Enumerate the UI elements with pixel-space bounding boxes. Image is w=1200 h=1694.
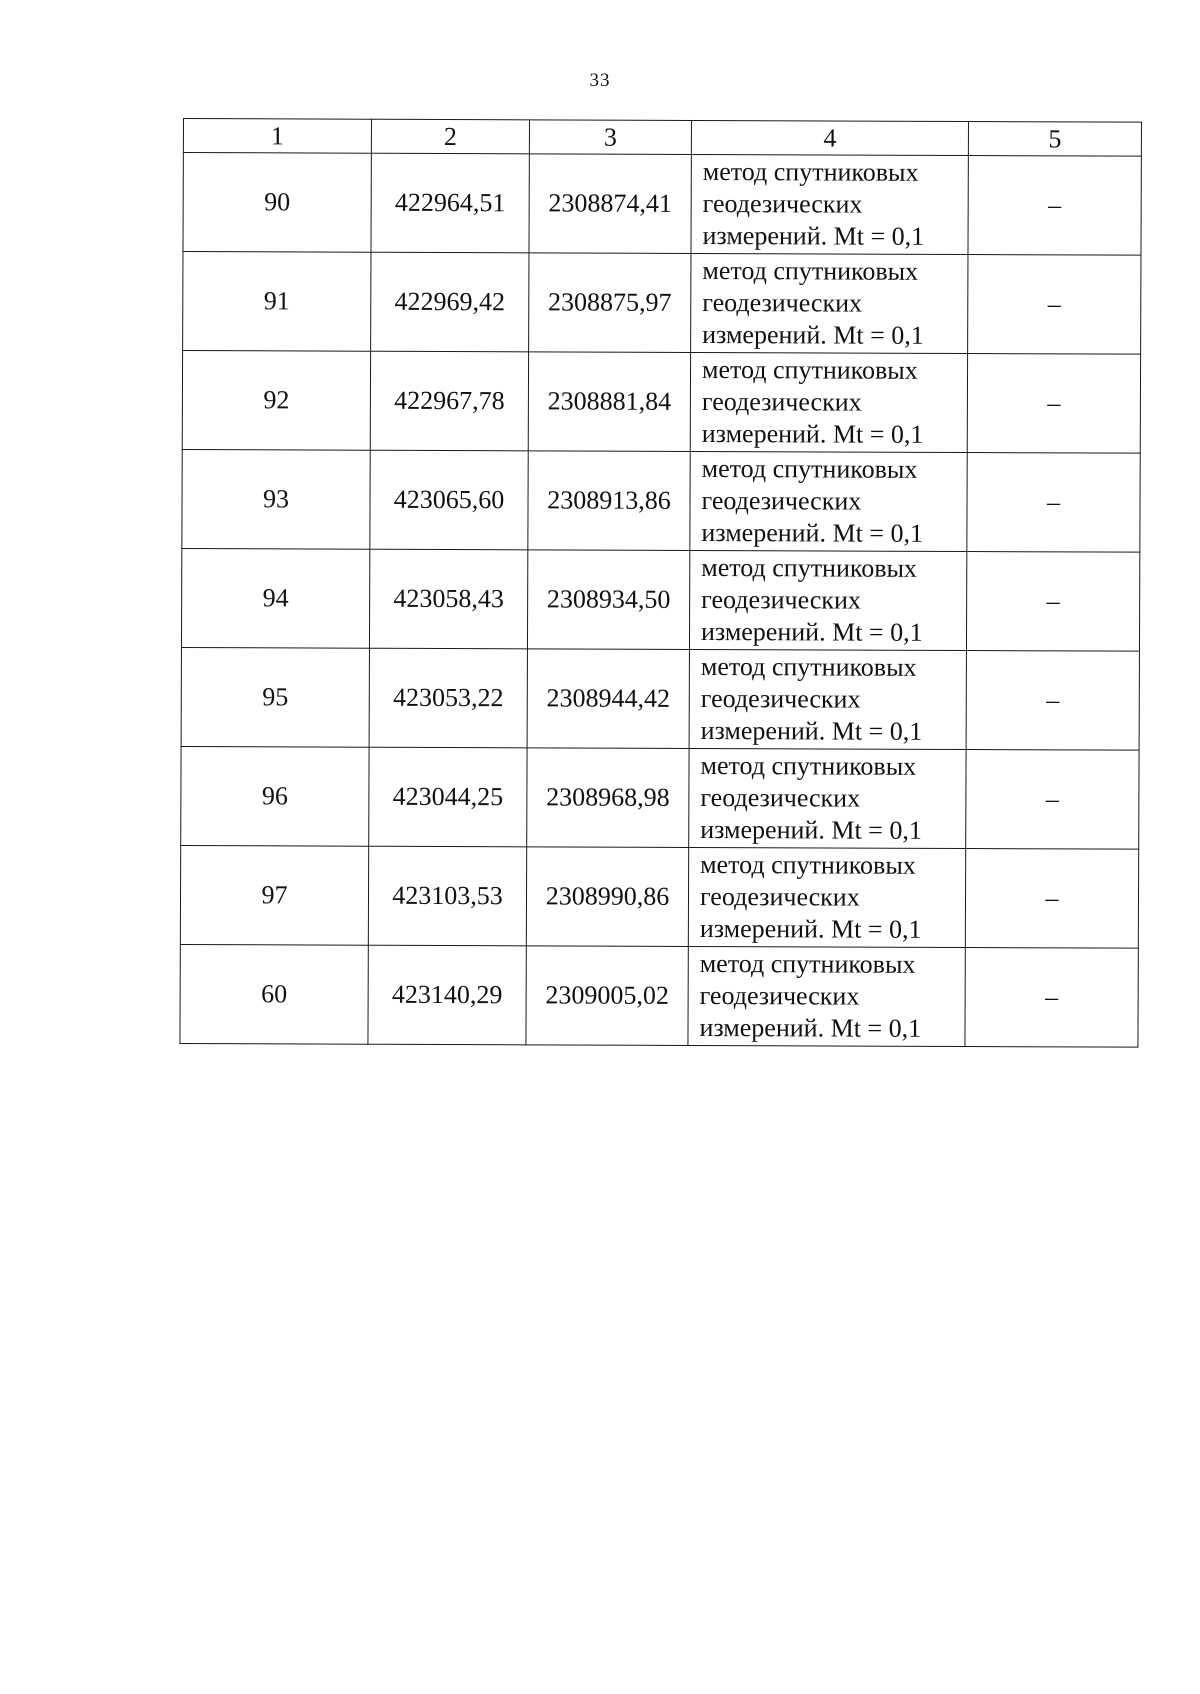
table-row [181,746,1139,849]
note-cell: – [967,453,1140,553]
y-coordinate-cell: 2308874,41 [529,154,691,254]
header-cell-1: 1 [183,119,371,154]
y-coordinate-cell: 2308913,86 [528,451,690,551]
method-cell [691,154,968,254]
y-coordinate-cell: 2308881,84 [528,352,690,452]
method-line: метод спутниковых [700,750,917,781]
point-number-cell: 92 [182,351,370,451]
method-line: геодезических [699,881,860,912]
header-cell-2: 2 [371,119,529,154]
table-row [182,351,1140,454]
point-number-cell: 97 [180,845,368,945]
method-line: геодезических [702,188,863,219]
note-cell: – [965,948,1138,1048]
method-line: геодезических [701,584,861,615]
method-line: измерений. Mt = 0,1 [700,814,922,845]
x-coordinate-cell: 423044,25 [369,747,527,847]
method-cell [690,352,967,452]
table-header [183,119,1141,157]
table-row [183,252,1141,355]
x-coordinate-cell: 422964,51 [371,153,529,253]
table-row [181,647,1139,750]
x-coordinate-cell: 422967,78 [370,351,528,451]
point-number-cell: 90 [183,153,371,253]
note-cell: – [966,651,1139,751]
x-coordinate-cell: 423053,22 [369,648,527,748]
method-line: геодезических [700,683,861,714]
method-cell [688,946,965,1046]
method-line: метод спутниковых [700,651,917,682]
method-cell [690,451,967,551]
header-cell-5: 5 [968,122,1141,157]
page-number: 33 [589,70,611,91]
table-row [182,449,1140,552]
method-cell [691,253,968,353]
note-cell: – [965,849,1138,949]
method-line: измерений. Mt = 0,1 [700,616,923,647]
method-line: измерений. Mt = 0,1 [699,1012,922,1043]
method-cell [689,649,966,749]
method-line: метод спутниковых [701,453,918,484]
point-number-cell: 93 [182,449,370,549]
table-row [181,548,1139,651]
point-number-cell: 94 [181,548,369,648]
method-line: метод спутниковых [701,354,918,385]
x-coordinate-cell: 423058,43 [369,549,527,649]
method-line: метод спутниковых [700,849,916,880]
x-coordinate-cell: 422969,42 [371,252,529,352]
y-coordinate-cell: 2308875,97 [529,253,691,353]
method-line: измерений. Mt = 0,1 [701,517,924,548]
method-line: геодезических [701,485,862,516]
method-cell [689,550,966,650]
method-cell [688,847,965,947]
header-cell-4: 4 [691,120,968,155]
table-row [180,944,1138,1047]
y-coordinate-cell: 2308934,50 [527,550,689,650]
header-row [183,119,1141,157]
table-body [180,153,1141,1048]
coordinates-table [179,118,1142,1048]
point-number-cell: 91 [183,252,371,352]
method-cell [689,748,966,848]
y-coordinate-cell: 2308944,42 [527,649,689,749]
note-cell: – [966,750,1139,850]
method-line: метод спутниковых [699,948,916,979]
method-line: измерений. Mt = 0,1 [699,913,922,944]
y-coordinate-cell: 2308990,86 [526,847,688,947]
note-cell: – [967,354,1140,454]
x-coordinate-cell: 423140,29 [368,945,526,1045]
method-line: геодезических [699,980,860,1011]
method-line: метод спутниковых [702,255,919,286]
x-coordinate-cell: 423065,60 [370,450,528,550]
header-cell-3: 3 [529,120,691,155]
method-line: метод спутниковых [701,552,918,583]
note-cell: – [968,255,1141,355]
point-number-cell: 96 [181,746,369,846]
point-number-cell: 60 [180,944,368,1044]
method-line: геодезических [701,386,862,417]
method-line: измерений. Mt = 0,1 [700,715,923,746]
point-number-cell: 95 [181,647,369,747]
table-row [180,845,1138,948]
table-row [183,153,1141,256]
method-line: измерений. Mt = 0,1 [702,319,924,350]
y-coordinate-cell: 2309005,02 [526,946,688,1046]
method-line: метод спутниковых [702,156,919,187]
x-coordinate-cell: 423103,53 [368,846,526,946]
method-line: геодезических [702,287,863,318]
note-cell: – [966,552,1139,652]
note-cell: – [968,156,1141,256]
y-coordinate-cell: 2308968,98 [527,748,689,848]
method-line: измерений. Mt = 0,1 [701,418,924,449]
method-line: измерений. Mt = 0,1 [702,220,925,251]
method-line: геодезических [700,782,861,813]
